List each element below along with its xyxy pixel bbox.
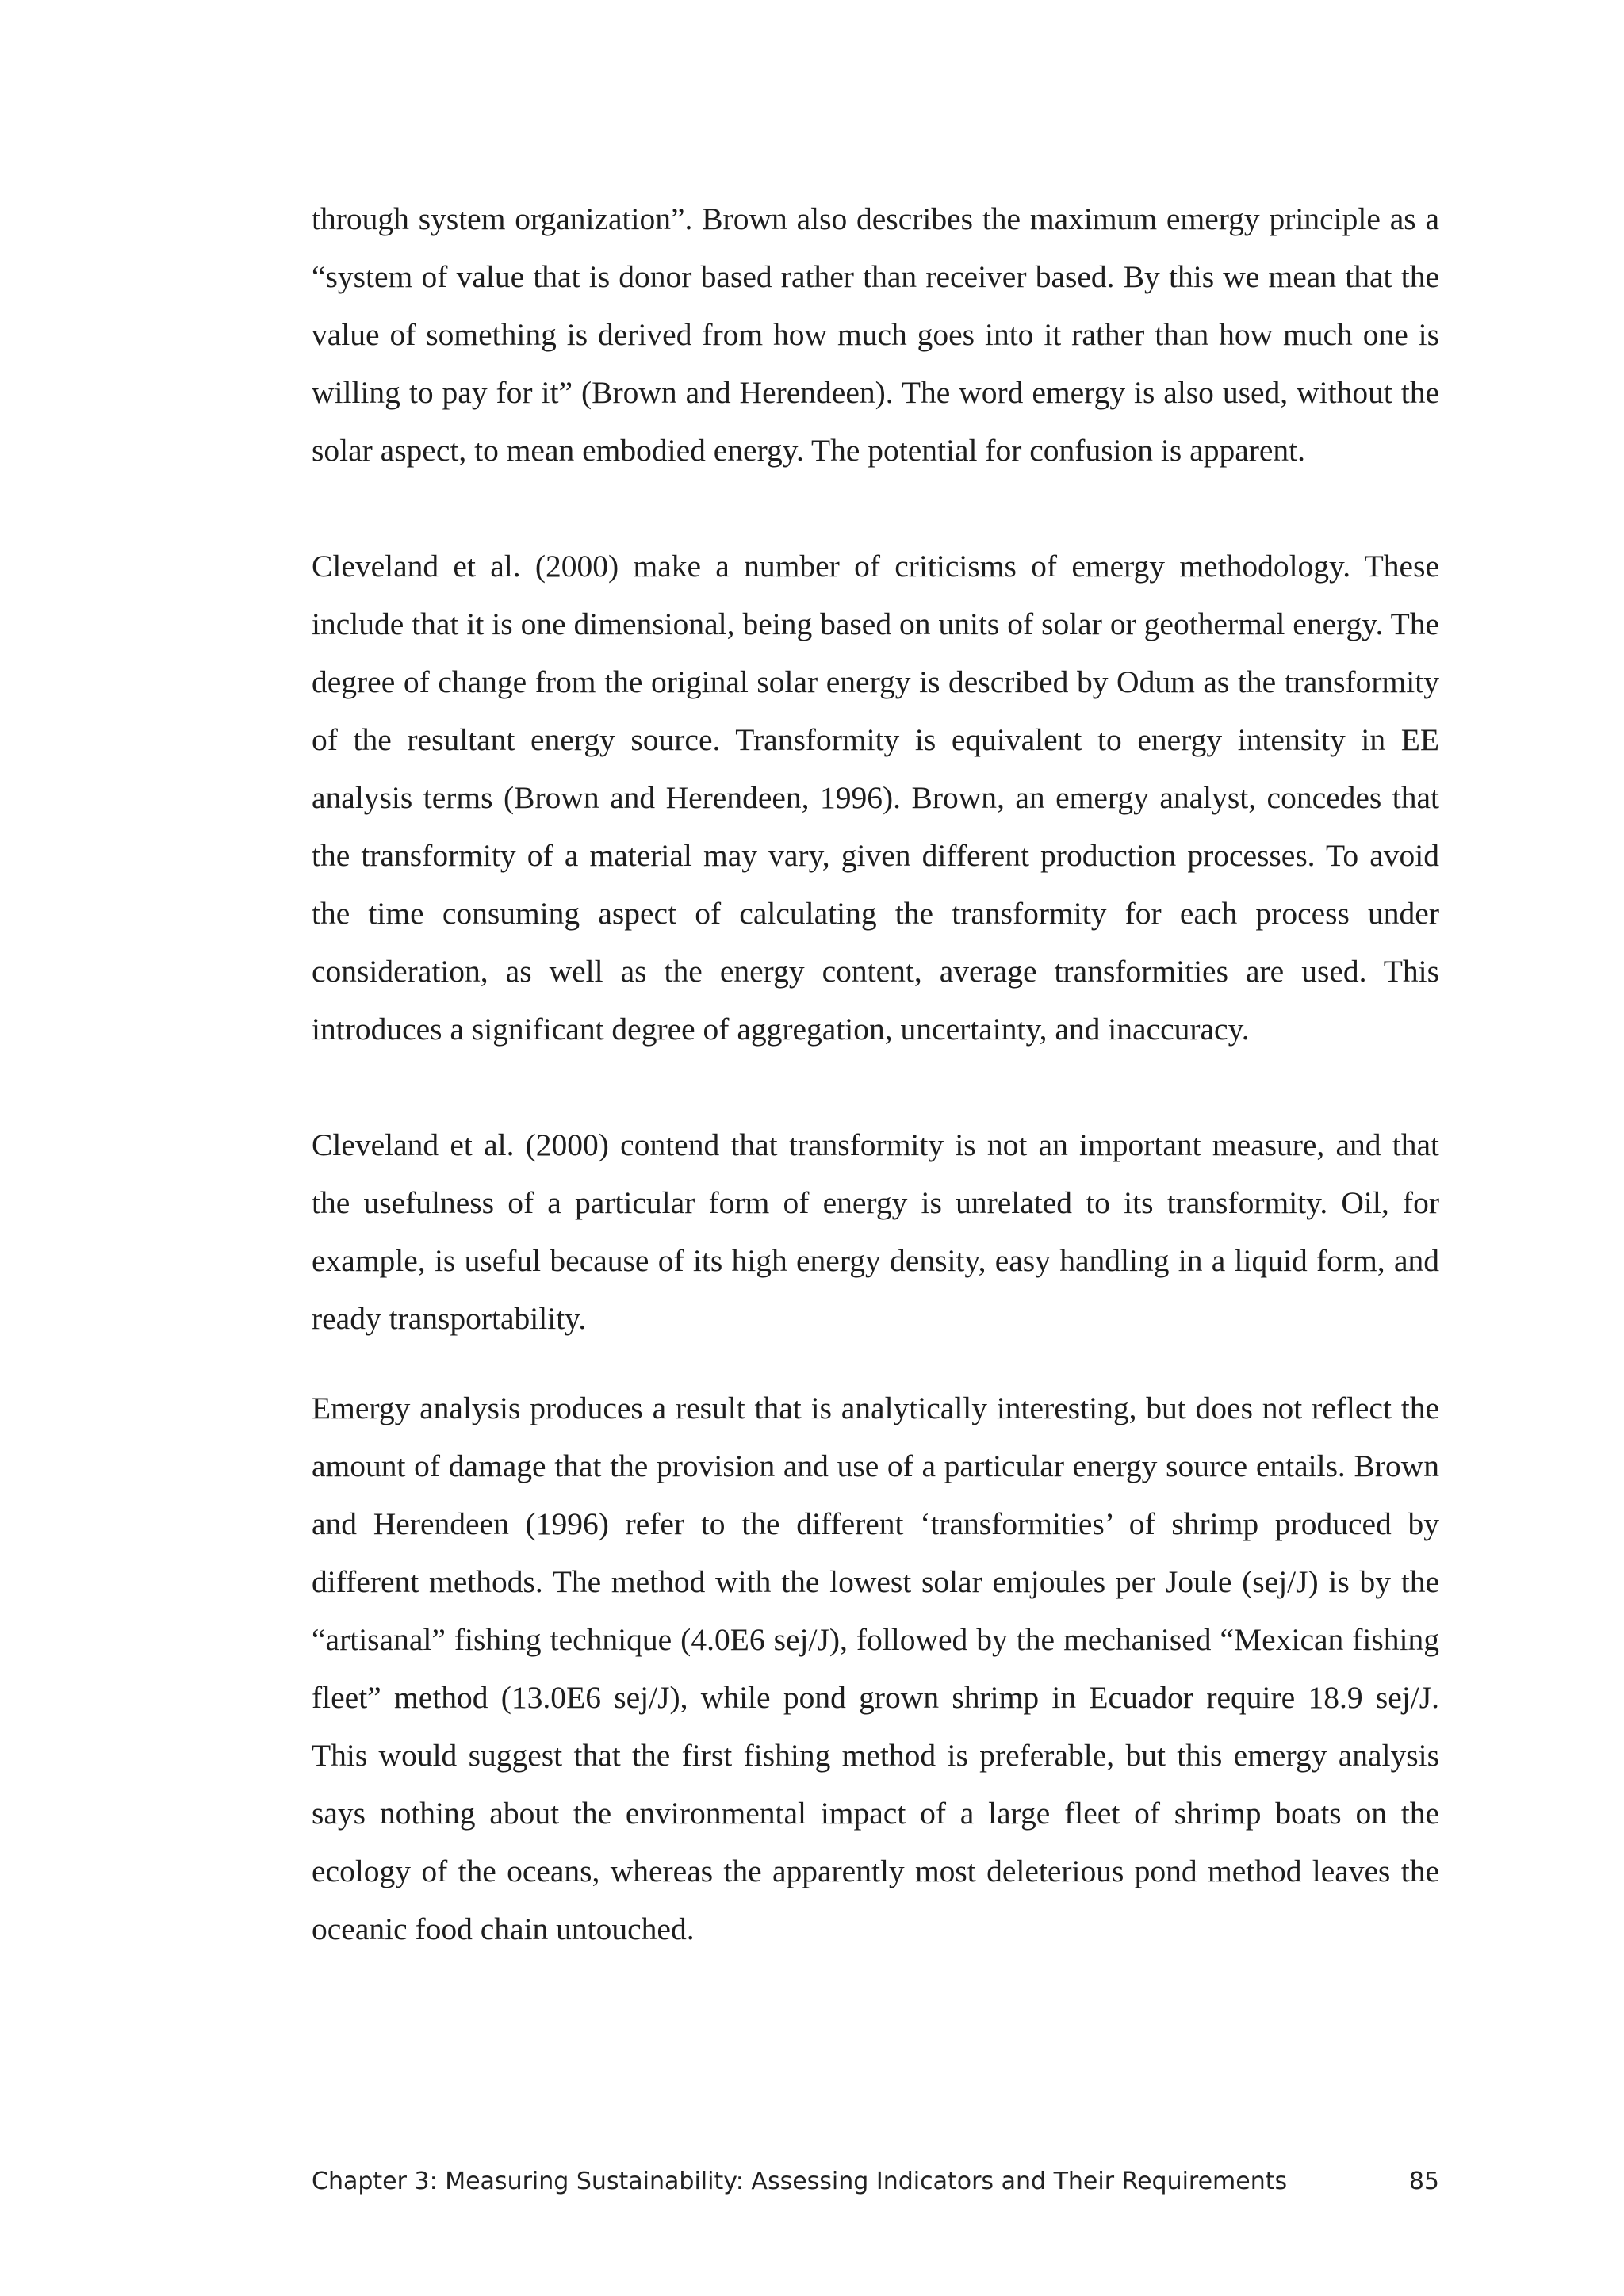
paragraph: Cleveland et al. (2000) make a number of criticisms of emergy methodology. These include that it is one dimensional, being based on units of solar or geothermal energy. The degree of change from the original solar energy is described by Odum as the transformity of the resultant energy source. Transformity is equivalent to energy intensity in EE analysis terms (Brown and Herendeen, 1996). Brown, an emergy analyst, concedes that the transformity of a material may vary, given different production processes. To avoid the time consuming aspect of calculating the transformity for each process under consideration, as well as the energy content, average transformities are used. This introduces a significant degree of aggregation, uncertainty, and inaccuracy.: [312, 549, 1439, 1047]
body-text: [312, 190, 1439, 1958]
paragraph: Emergy analysis produces a result that is analytically interesting, but does not reflect the amount of damage that the provision and use of a particular energy source entails. Brown and Herendeen (1996) refer to the different ‘transformities’ of shrimp produced by different methods. The method with the lowest solar emjoules per Joule (sej/J) is by the “artisanal” fishing technique (4.0E6 sej/J), followed by the mechanised “Mexican fishing fleet” method (13.0E6 sej/J), while pond grown shrimp in Ecuador require 18.9 sej/J. This would suggest that the first fishing method is preferable, but this emergy analysis says nothing about the environmental impact of a large fleet of shrimp boats on the ecology of the oceans, whereas the apparently most deleterious pond method leaves the oceanic food chain untouched.: [312, 1391, 1439, 1946]
page-footer: [312, 2168, 1439, 2207]
paragraph: through system organization”. Brown also describes the maximum emergy principle as a “system of value that is donor based rather than receiver based. By this we mean that the value of something is derived from how much goes into it rather than how much one is willing to pay for it” (Brown and Herendeen). The word emergy is also used, without the solar aspect, to mean embodied energy. The potential for confusion is apparent.: [312, 201, 1439, 468]
paragraph: Cleveland et al. (2000) contend that transformity is not an important measure, and that the usefulness of a particular form of energy is unrelated to its transformity. Oil, for example, is useful because of its high energy density, easy handling in a liquid form, and ready transportability.: [312, 1127, 1439, 1336]
page-number: 85: [1408, 2168, 1439, 2195]
footer-chapter-title: Chapter 3: Measuring Sustainability: Assessing Indicators and Their Requirements: [312, 2168, 1288, 2195]
